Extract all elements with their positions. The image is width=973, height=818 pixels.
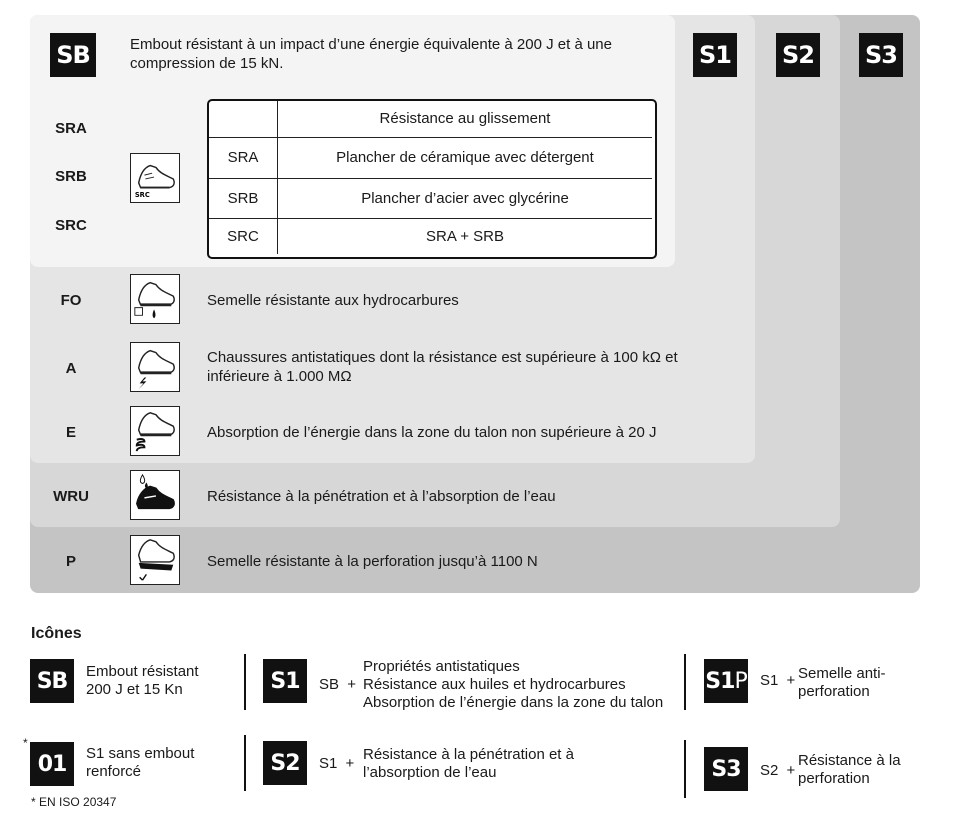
legend-s1-line2: Résistance aux huiles et hydrocarbures	[363, 676, 626, 693]
legend-s1p-badge	[704, 659, 748, 703]
legend-01-line2: renforcé	[86, 763, 142, 780]
code-fo: FO	[60, 292, 82, 309]
s2-badge: S2	[776, 33, 820, 77]
slip-row-desc: SRA + SRB	[278, 218, 653, 254]
code-a: A	[65, 360, 77, 377]
legend-s1p-badge-suffix: P	[734, 668, 747, 694]
legend-01-line1: S1 sans embout	[86, 745, 195, 762]
slip-table-corner	[209, 101, 278, 137]
legend-s3-plus: +	[786, 762, 796, 779]
legend-s1-text	[363, 658, 663, 712]
sb-badge: SB	[50, 33, 96, 77]
oil-resistant-shoe-icon	[130, 274, 180, 324]
legend-divider	[684, 654, 686, 710]
legend-s1p-badge-main: S1	[705, 668, 735, 694]
legend-s1p-base-code: S1	[760, 672, 779, 689]
a-description: Chaussures antistatiques dont la résistance est supérieure à 100 kΩ et inférieure à 1.000 MΩ	[207, 349, 678, 385]
slip-row-code: SRA	[209, 137, 278, 178]
legend-s2-text	[363, 746, 574, 782]
legend-s1-base	[319, 676, 356, 694]
antistatic-shoe-icon	[130, 342, 180, 392]
e-description: Absorption de l’énergie dans la zone du talon non supérieure à 20 J	[207, 424, 657, 441]
slip-row-code: SRB	[209, 178, 278, 218]
legend-s2-base-code: S1	[319, 755, 338, 772]
fo-description: Semelle résistante aux hydrocarbures	[207, 292, 459, 309]
s1-badge: S1	[693, 33, 737, 77]
legend-divider	[684, 740, 686, 798]
legend-s1-plus: +	[347, 676, 356, 693]
legend-sb-badge: SB	[30, 659, 74, 703]
slip-table-header: Résistance au glissement	[278, 101, 653, 137]
legend-s1-badge: S1	[263, 659, 307, 703]
legend-s3-base-code: S2	[760, 762, 779, 779]
slip-row-code: SRC	[209, 218, 278, 254]
legend-s2-line1: Résistance à la pénétration et à	[363, 746, 574, 763]
code-src: SRC	[55, 217, 87, 234]
slip-table	[209, 101, 652, 254]
legend-sb-line2: 200 J et 15 Kn	[86, 681, 183, 698]
legend-s1-line3: Absorption de l’énergie dans la zone du talon	[363, 694, 664, 711]
legend-s1-line1: Propriétés antistatiques	[363, 658, 520, 675]
legend-s1p-line1: Semelle anti-	[798, 665, 886, 682]
code-wru: WRU	[53, 488, 89, 505]
legend-01-text	[86, 745, 194, 781]
water-resistant-shoe-icon	[130, 470, 180, 520]
legend-s1p-base	[760, 672, 795, 690]
legend-s3-line2: perforation	[798, 770, 870, 787]
legend-s3-line1: Résistance à la	[798, 752, 901, 769]
legend-01-asterisk: *	[23, 736, 28, 750]
code-srb: SRB	[55, 168, 87, 185]
legend-s3-base	[760, 762, 795, 780]
legend-sb-line1: Embout résistant	[86, 663, 199, 680]
energy-absorption-shoe-icon	[130, 406, 180, 456]
legend-s2-badge: S2	[263, 741, 307, 785]
code-e: E	[65, 424, 76, 441]
perforation-resistant-shoe-icon	[130, 535, 180, 585]
legend-01-badge: 01	[30, 742, 74, 786]
p-description: Semelle résistante à la perforation jusqu’à 1100 N	[207, 553, 538, 570]
slip-row-desc: Plancher d’acier avec glycérine	[278, 178, 653, 218]
wru-description: Résistance à la pénétration et à l’absorption de l’eau	[207, 488, 556, 505]
s3-badge: S3	[859, 33, 903, 77]
slip-shoe-icon	[130, 153, 180, 203]
legend-s2-base	[319, 755, 354, 773]
legend-title: Icônes	[31, 625, 82, 642]
legend-s1-base-code: SB	[319, 676, 340, 693]
code-p: P	[65, 553, 76, 570]
legend-s2-plus: +	[345, 755, 355, 772]
legend-s3-badge: S3	[704, 747, 748, 791]
footnote: * EN ISO 20347	[31, 795, 117, 809]
legend-divider	[244, 654, 246, 710]
legend-s1p-text	[798, 665, 886, 701]
code-sra: SRA	[55, 120, 87, 137]
legend-divider	[244, 735, 246, 791]
sb-description: Embout résistant à un impact d’une énergie équivalente à 200 J et à une compression de 15 kN.	[130, 36, 612, 72]
legend-s1p-plus: +	[786, 672, 796, 689]
legend-s3-text	[798, 752, 901, 788]
legend-s2-line2: l’absorption de l’eau	[363, 764, 497, 781]
slip-icon-label: SRC	[134, 191, 150, 200]
slip-row-desc: Plancher de céramique avec détergent	[278, 137, 653, 178]
legend-s1p-line2: perforation	[798, 683, 870, 700]
legend-sb-text	[86, 663, 199, 699]
